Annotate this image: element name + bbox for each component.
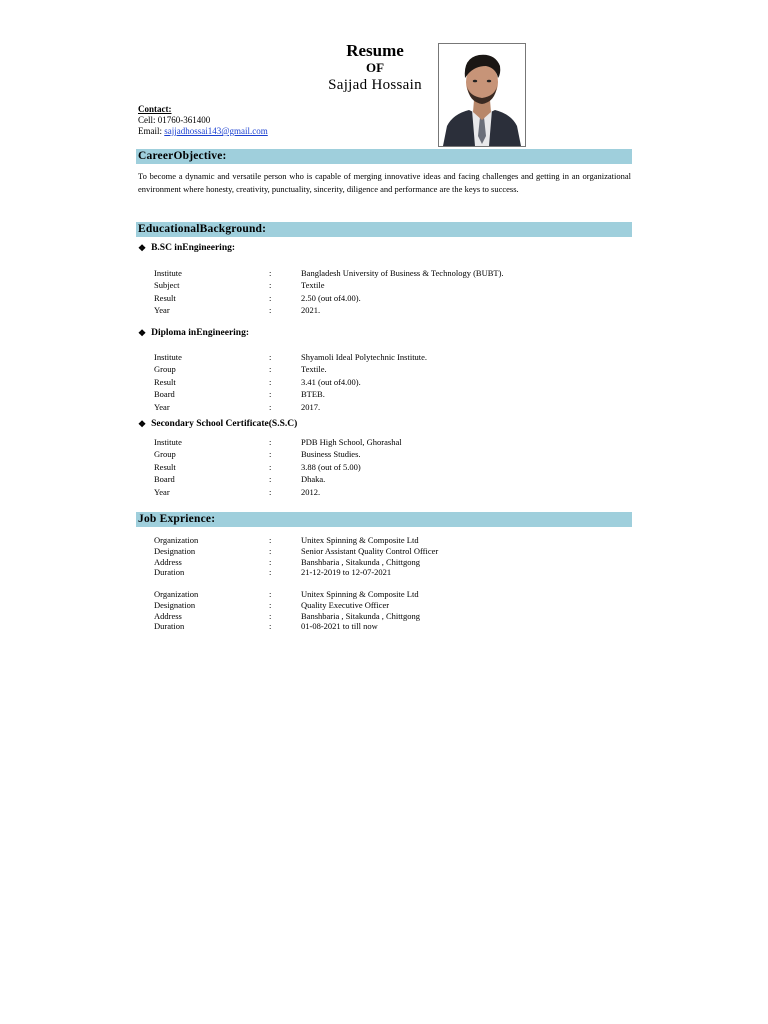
- detail-key: Institute: [154, 437, 182, 447]
- detail-value: BTEB.: [301, 389, 325, 400]
- resume-title: Resume: [346, 41, 404, 60]
- ssc-title: Secondary School Certificate(S.S.C): [151, 419, 298, 429]
- diamond-bullet-icon: ❖: [138, 419, 147, 429]
- detail-key: Organization: [154, 589, 199, 599]
- detail-colon: :: [269, 545, 272, 556]
- diamond-bullet-icon: ❖: [138, 328, 147, 338]
- detail-key: Year: [154, 305, 170, 316]
- career-objective-heading: CareerObjective:: [136, 149, 632, 164]
- detail-value: 2021.: [301, 305, 321, 316]
- detail-colon: :: [269, 461, 272, 472]
- detail-colon: :: [269, 376, 272, 387]
- detail-key: Institute: [154, 268, 182, 278]
- detail-colon: :: [269, 389, 272, 400]
- contact-email-line: [138, 126, 268, 137]
- contact-heading: Contact:: [138, 104, 172, 114]
- detail-key: Result: [154, 376, 176, 387]
- email-link[interactable]: sajjadhossai143@gmail.com: [164, 126, 268, 136]
- detail-key: Designation: [154, 599, 196, 610]
- detail-colon: :: [269, 305, 272, 316]
- email-label: Email:: [138, 126, 165, 136]
- job-experience-heading: Job Exprience:: [136, 512, 632, 527]
- detail-key: Institute: [154, 352, 182, 362]
- detail-key: Year: [154, 401, 170, 412]
- detail-colon: :: [269, 352, 272, 362]
- resume-header: [290, 42, 460, 95]
- detail-colon: :: [269, 535, 272, 545]
- detail-colon: :: [269, 280, 272, 291]
- detail-key: Subject: [154, 280, 180, 291]
- profile-photo: [438, 43, 526, 147]
- detail-value: Unitex Spinning & Composite Ltd: [301, 589, 419, 599]
- detail-value: PDB High School, Ghorashal: [301, 437, 402, 447]
- detail-colon: :: [269, 610, 272, 621]
- detail-key: Group: [154, 364, 176, 375]
- detail-value: 3.88 (out of 5.00): [301, 461, 361, 472]
- candidate-name: Sajjad Hossain: [328, 77, 422, 93]
- diploma-title: Diploma inEngineering:: [151, 328, 249, 338]
- detail-value: Bangladesh University of Business & Technology (BUBT).: [301, 268, 504, 278]
- detail-colon: :: [269, 449, 272, 460]
- detail-key: Board: [154, 474, 175, 485]
- detail-value: Banshbaria , Sitakunda , Chittgong: [301, 556, 420, 567]
- detail-key: Result: [154, 292, 176, 303]
- bsc-title: B.SC inEngineering:: [151, 243, 236, 253]
- diploma-heading: [138, 328, 249, 338]
- detail-value: Shyamoli Ideal Polytechnic Institute.: [301, 352, 428, 362]
- detail-colon: :: [269, 401, 272, 412]
- detail-colon: :: [269, 364, 272, 375]
- detail-colon: :: [269, 556, 272, 567]
- detail-value: Unitex Spinning & Composite Ltd: [301, 535, 419, 545]
- detail-value: 2.50 (out of4.00).: [301, 292, 361, 303]
- detail-key: Designation: [154, 545, 196, 556]
- resume-of: OF: [365, 60, 385, 75]
- detail-colon: :: [269, 599, 272, 610]
- detail-colon: :: [269, 292, 272, 303]
- bsc-heading: [138, 243, 235, 253]
- detail-value: Dhaka.: [301, 474, 326, 485]
- detail-colon: :: [269, 567, 272, 578]
- detail-key: Board: [154, 389, 175, 400]
- detail-colon: :: [269, 268, 272, 278]
- detail-value: 01-08-2021 to till now: [301, 621, 378, 632]
- detail-value: Quality Executive Officer: [301, 599, 390, 610]
- contact-block: [138, 104, 268, 137]
- detail-value: 2017.: [301, 401, 321, 412]
- detail-value: 3.41 (out of4.00).: [301, 376, 361, 387]
- ssc-heading: [138, 419, 297, 429]
- detail-key: Address: [154, 556, 182, 567]
- detail-key: Organization: [154, 535, 199, 545]
- detail-colon: :: [269, 437, 272, 447]
- education-heading: EducationalBackground:: [136, 222, 632, 237]
- detail-value: 2012.: [301, 486, 321, 497]
- detail-value: Business Studies.: [301, 449, 361, 460]
- detail-key: Year: [154, 486, 170, 497]
- detail-value: Senior Assistant Quality Control Officer: [301, 545, 439, 556]
- detail-colon: :: [269, 486, 272, 497]
- detail-key: Result: [154, 461, 176, 472]
- detail-value: Textile.: [301, 364, 327, 375]
- detail-value: Textile: [301, 280, 325, 291]
- person-portrait-icon: [439, 44, 525, 146]
- contact-cell: Cell: 01760-361400: [138, 115, 211, 125]
- detail-key: Address: [154, 610, 182, 621]
- detail-key: Duration: [154, 621, 185, 632]
- career-objective-text: To become a dynamic and versatile person who is capable of merging innovative ideas and facing challenges and getting in an organizational environment where honesty, creativity, punctuality, sincerity, diligence and performance are the keys to success.: [138, 171, 631, 194]
- detail-colon: :: [269, 474, 272, 485]
- detail-colon: :: [269, 589, 272, 599]
- diamond-bullet-icon: ❖: [138, 243, 147, 253]
- detail-colon: :: [269, 621, 272, 632]
- detail-key: Duration: [154, 567, 185, 578]
- detail-key: Group: [154, 449, 176, 460]
- detail-value: 21-12-2019 to 12-07-2021: [301, 567, 392, 578]
- detail-value: Banshbaria , Sitakunda , Chittgong: [301, 610, 420, 621]
